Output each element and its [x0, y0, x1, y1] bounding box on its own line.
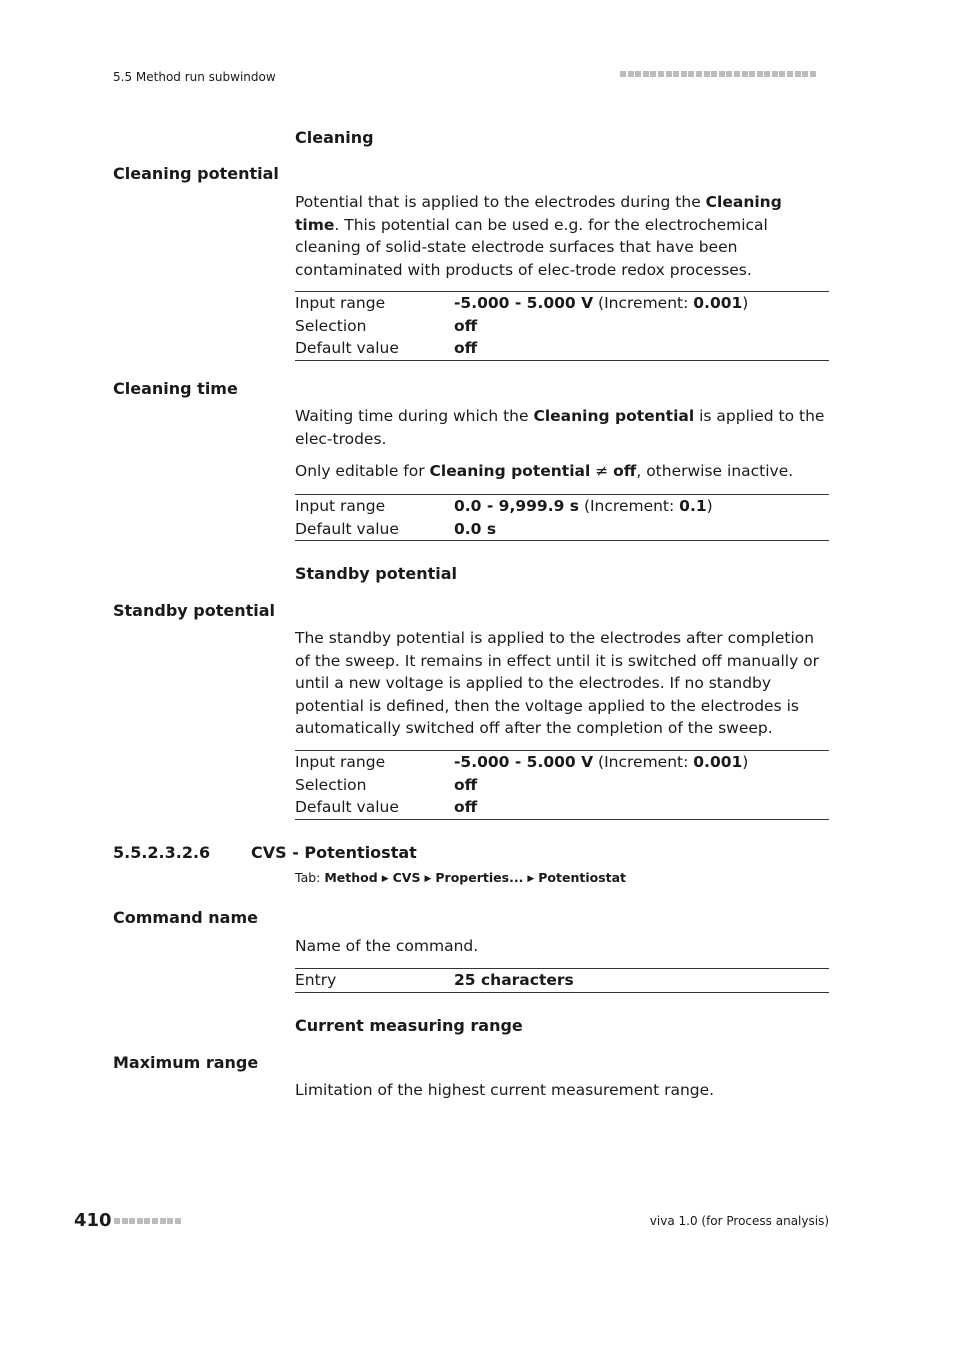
table-row: Default value 0.0 s — [295, 519, 497, 538]
standby-potential-description: The standby potential is applied to the electrodes after completion of the sweep. It remains in effect until it is switched off manually or until a new voltage is applied to the electrodes. If no standby potential is defined, then the voltage applied to the electrodes is automatically switched off after the completion of the sweep. — [295, 629, 820, 737]
table-row: Default value off — [295, 798, 478, 816]
page-number: 410 — [74, 1210, 112, 1231]
command-name-table — [295, 968, 829, 993]
header-decoration — [620, 71, 828, 79]
cleaning-time-note: Only editable for Cleaning potential ≠ off, otherwise inactive. — [295, 462, 794, 480]
cleaning-potential-table — [295, 291, 829, 361]
table-row: Input range -5.000 - 5.000 V (Increment: 0.001) — [295, 294, 749, 312]
cleaning-potential-description: Potential that is applied to the electrodes during the Cleaning time. This potential can be used e.g. for the electrochemical cleaning of solid-state electrode surfaces that have been contaminated with products of elec-trode redox processes. — [295, 193, 782, 279]
chapter-number: 5.5.2.3.2.6 — [113, 843, 211, 862]
cleaning-time-description: Waiting time during which the Cleaning potential is applied to the elec-trodes. — [295, 407, 825, 448]
footer-decoration — [114, 1218, 182, 1237]
command-name-label: Command name — [113, 908, 258, 927]
standby-heading: Standby potential — [295, 564, 458, 583]
command-name-description: Name of the command. — [295, 937, 479, 955]
maximum-range-label: Maximum range — [113, 1053, 259, 1072]
arrow-right-icon: ▶ — [381, 874, 389, 884]
standby-potential-table — [295, 750, 829, 820]
cleaning-time-label: Cleaning time — [113, 379, 238, 398]
table-row: Selection off — [295, 316, 478, 335]
chapter-title: CVS - Potentiostat — [251, 843, 417, 862]
tab-path-breadcrumb: Tab: Method ▶ CVS ▶ Properties... ▶ Potentiostat — [295, 870, 627, 885]
cleaning-heading: Cleaning — [295, 128, 374, 147]
running-header-section: 5.5 Method run subwindow — [113, 70, 276, 84]
arrow-right-icon: ▶ — [424, 874, 432, 884]
standby-potential-label: Standby potential — [113, 601, 276, 620]
table-row: Entry 25 characters — [295, 971, 574, 989]
table-row: Default value off — [295, 339, 478, 357]
cleaning-time-table — [295, 494, 829, 541]
current-measuring-range-heading: Current measuring range — [295, 1016, 523, 1035]
table-row: Input range 0.0 - 9,999.9 s (Increment: 0.1) — [295, 497, 713, 515]
cleaning-potential-label: Cleaning potential — [113, 164, 279, 183]
arrow-right-icon: ▶ — [527, 874, 535, 884]
footer-product: viva 1.0 (for Process analysis) — [649, 1214, 829, 1228]
table-row: Input range -5.000 - 5.000 V (Increment: 0.001) — [295, 753, 749, 771]
table-row: Selection off — [295, 775, 478, 794]
maximum-range-description: Limitation of the highest current measurement range. — [295, 1081, 715, 1099]
